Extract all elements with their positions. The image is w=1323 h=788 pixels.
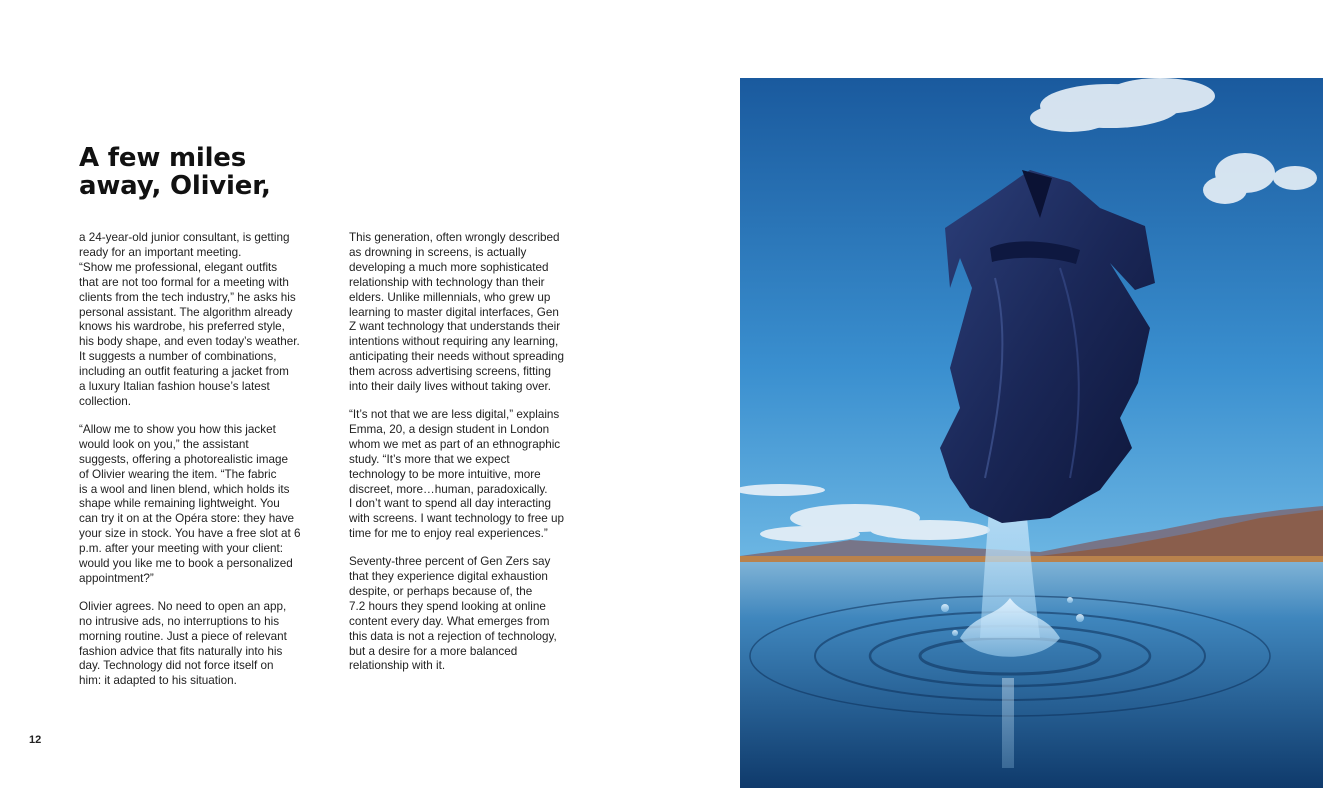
headline <box>79 144 409 200</box>
text-column-right <box>349 231 589 687</box>
paragraph: Seventy-three percent of Gen Zers say that they experience digital exhaustion despite, or perhaps because of, the 7.2 hours they spend looking at online content every day. What emerges from this data is not a rejection of technology, but a desire for a more balanced relationship with it. <box>349 555 557 673</box>
page-number: 12 <box>29 734 42 746</box>
paragraph: “It’s not that we are less digital,” explains Emma, 20, a design student in London whom we met as part of an ethnographic study. “It’s more that we expect technology to be more intuitive, more discreet, more…human, paradoxically. I don’t want to spend all day interacting with screens. I want technology to free up time for me to enjoy real experiences.” <box>349 407 565 541</box>
paragraph: This generation, often wrongly described as drowning in screens, is actually developing a much more sophisticated relationship with technology than their elders. Unlike millennials, who grew up learning to master digital interfaces, Gen Z want technology that understands their intentions without requiring any learning, anticipating their needs without spreading them across advertising screens, fitting into their daily lives without taking over. <box>349 231 565 394</box>
paragraph: “Allow me to show you how this jacket would look on you,” the assistant suggests, offering a photorealistic image of Olivier wearing the item. “The fabric is a wool and linen blend, which holds its shape while remaining lightweight. You can try it on at the Opéra store: they have your size in stock. You have a free slot at 6 p.m. after your meeting with your client: would you like me to book a personalized appointment?” <box>79 422 301 585</box>
paragraph: Olivier agrees. No need to open an app, no intrusive ads, no interruptions to his morning routine. Just a piece of relevant fashion advice that fits naturally into his day. Technology did not force itself on him: it adapted to his situation. <box>79 599 287 688</box>
floating-coat-over-lake-image <box>740 78 1323 788</box>
text-column-left <box>79 231 317 702</box>
paragraph: a 24-year-old junior consultant, is getting ready for an important meeting. “Show me professional, elegant outfits that are not too formal for a meeting with clients from the tech industry,” he asks his personal assistant. The algorithm already knows his wardrobe, his preferred style, his body shape, and even today’s weather. It suggests a number of combinations, including an outfit featuring a jacket from a luxury Italian fashion house’s latest collection. <box>79 231 300 408</box>
headline-line-1: A few miles <box>79 143 247 173</box>
headline-line-2: away, Olivier, <box>79 171 271 201</box>
editorial-photo <box>740 78 1323 788</box>
